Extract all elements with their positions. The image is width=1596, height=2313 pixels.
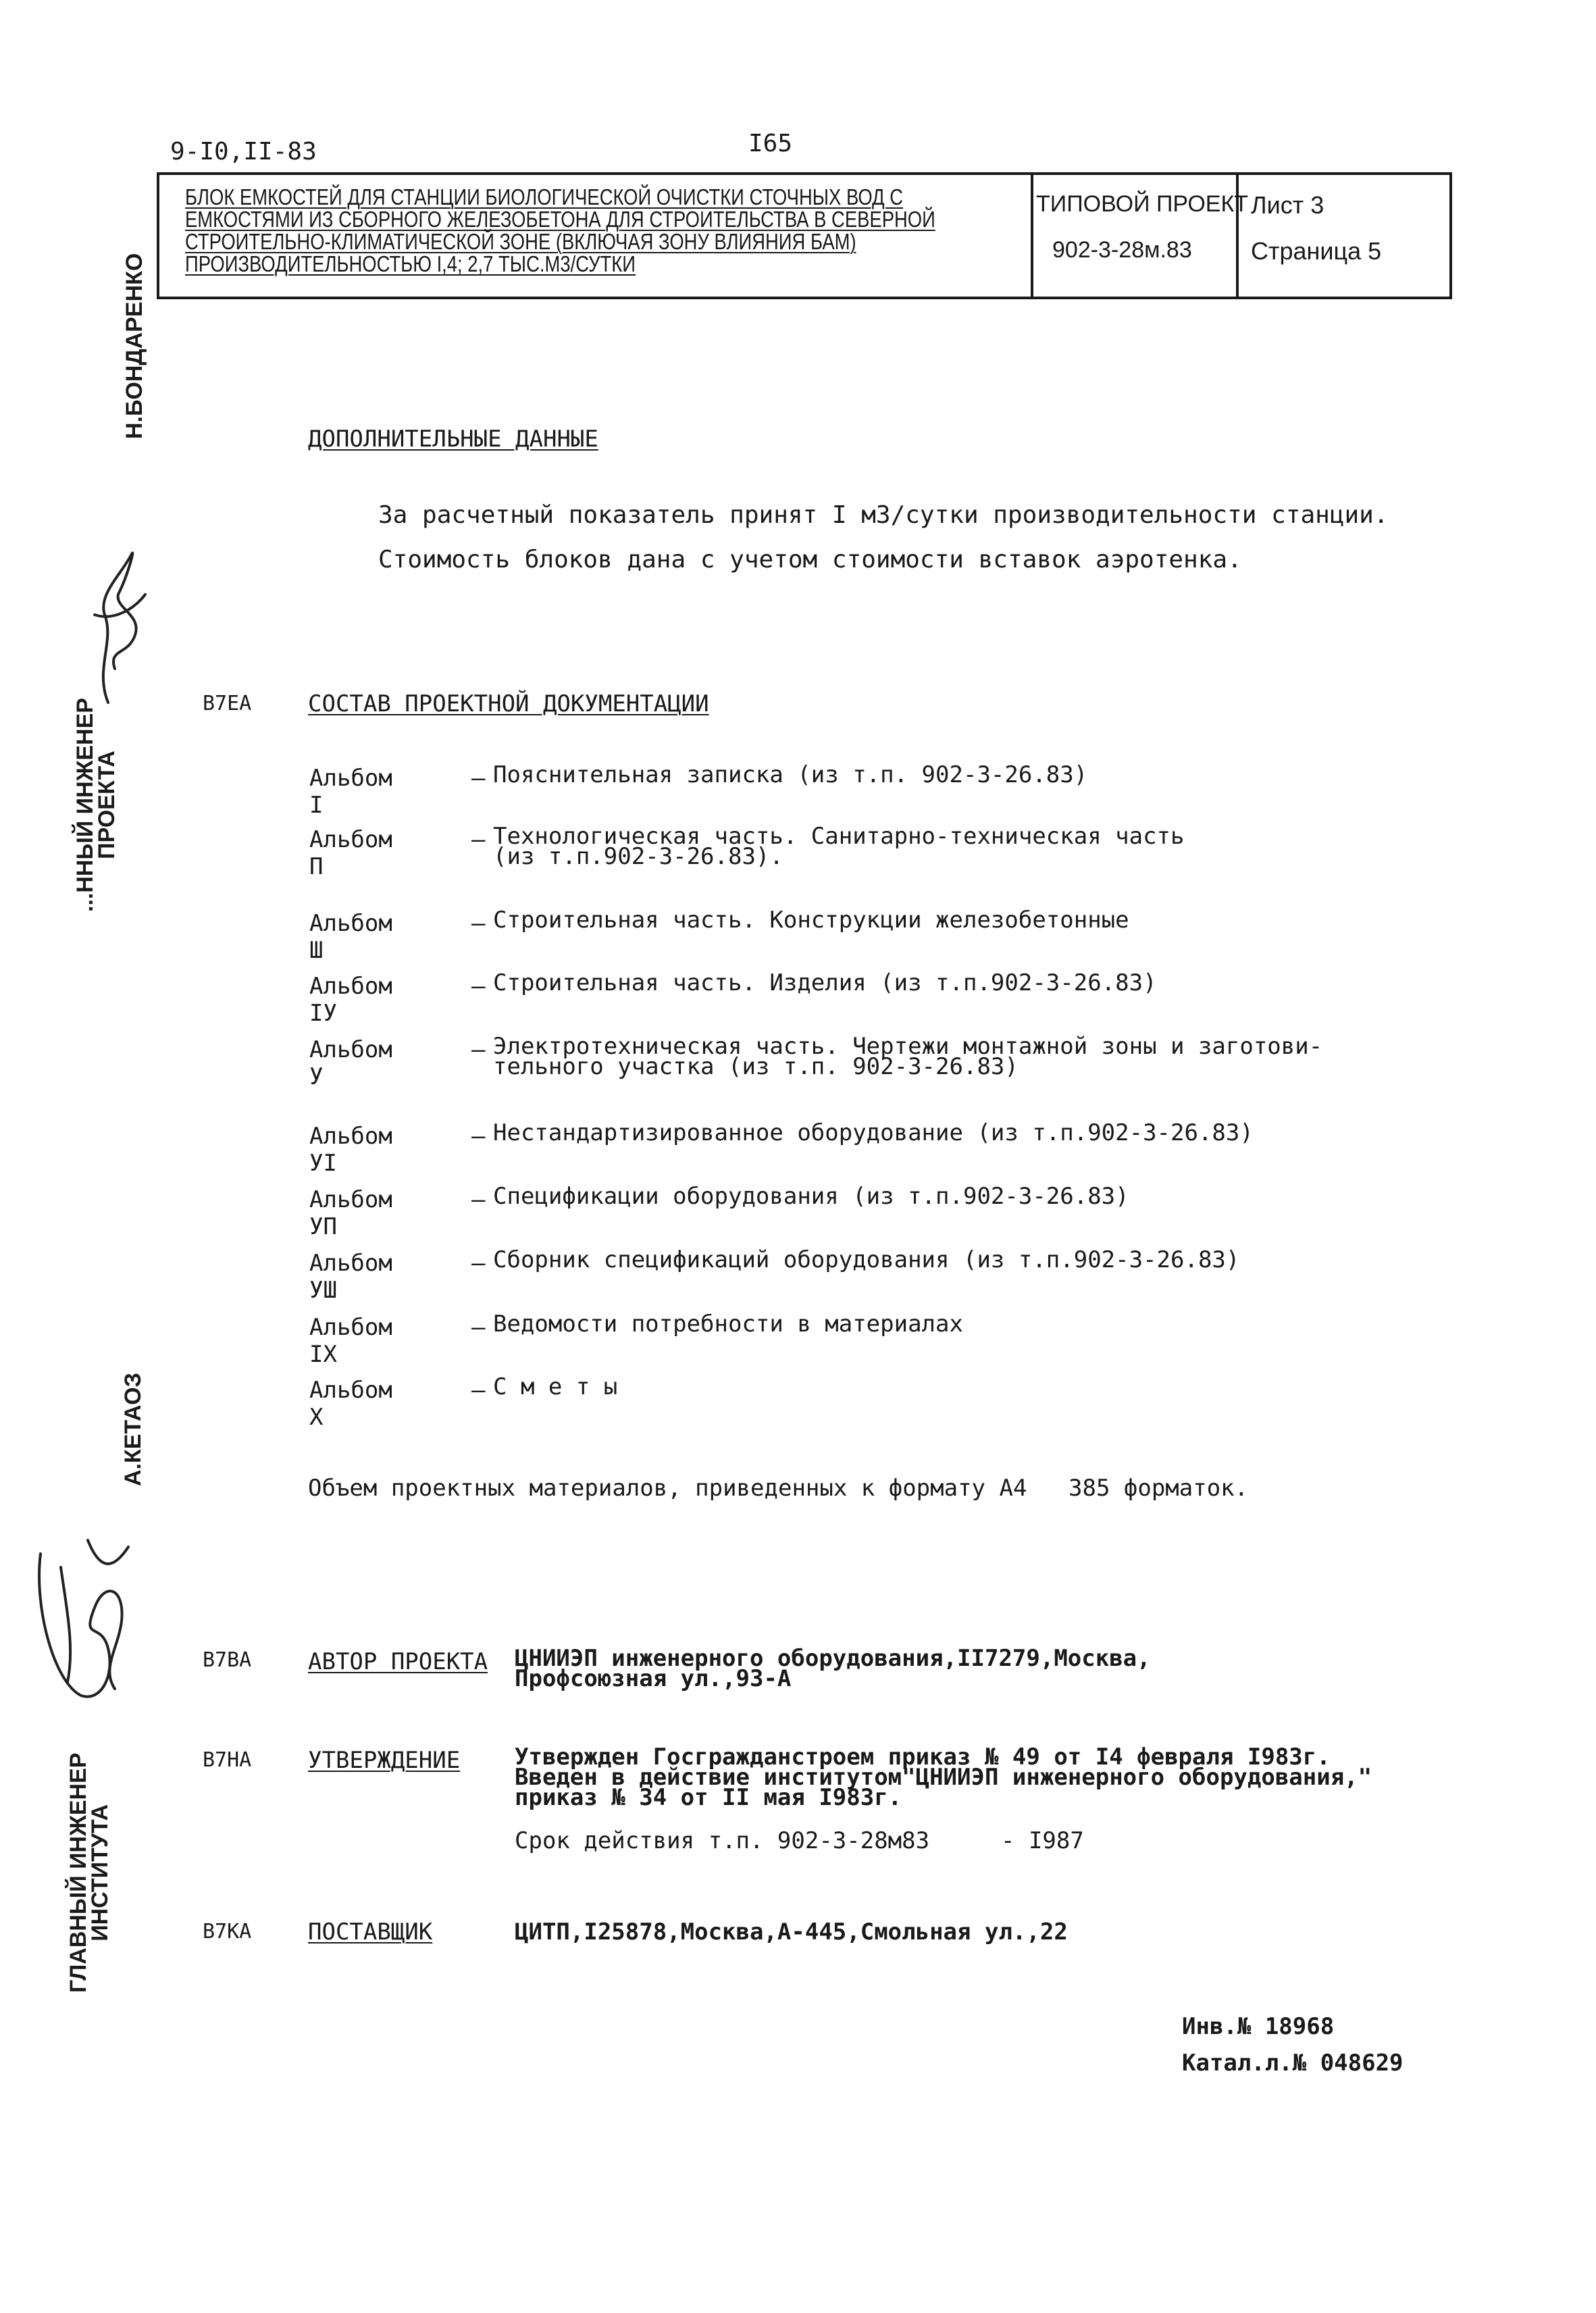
additional-line-2: Стоимость блоков дана с учетом стоимости вставок аэротенка. xyxy=(378,546,1242,574)
validity-label: Срок действия т.п. 902-3-28м83 xyxy=(515,1827,930,1854)
composition-heading: СОСТАВ ПРОЕКТНОЙ ДОКУМЕНТАЦИИ xyxy=(308,690,709,717)
album-dash: – xyxy=(471,1186,486,1213)
title-line: СТРОИТЕЛЬНО-КЛИМАТИЧЕСКОЙ ЗОНЕ (ВКЛЮЧАЯ ЗОНУ ВЛИЯНИЯ БАМ) xyxy=(185,229,856,254)
validity-value: - I987 xyxy=(1001,1827,1084,1854)
album-dash: – xyxy=(471,1036,486,1063)
album-description xyxy=(493,761,1088,788)
volume-text: Объем проектных материалов, приведенных к формату А4 xyxy=(308,1475,1027,1502)
author-text xyxy=(515,1645,1151,1692)
margin-role-middle xyxy=(74,698,118,912)
title-block-text xyxy=(185,186,1185,275)
album-description-line: Строительная часть. Конструкции железобетонные xyxy=(493,907,1129,934)
margin-name-middle: А.КЕТАОЗ xyxy=(120,1373,146,1486)
album-description xyxy=(493,969,1157,996)
album-description-line: Строительная часть. Изделия (из т.п.902-3-26.83) xyxy=(493,969,1157,996)
album-description xyxy=(493,1033,1323,1080)
album-description xyxy=(493,823,1185,870)
album-dash: – xyxy=(471,1314,486,1341)
album-label: Альбом Ш xyxy=(309,910,392,964)
album-description xyxy=(493,1183,1129,1210)
album-description xyxy=(493,1119,1254,1146)
album-dash: – xyxy=(471,973,486,1000)
album-description-line: Спецификации оборудования (из т.п.902-3-26.83) xyxy=(493,1183,1129,1210)
additional-line-1: За расчетный показатель принят I м3/сутки производительности станции. xyxy=(378,501,1389,529)
album-label: Альбом Х xyxy=(309,1377,392,1431)
author-code: В7ВА xyxy=(203,1648,252,1672)
album-description-line: Ведомости потребности в материалах xyxy=(493,1311,963,1338)
album-label: Альбом IУ xyxy=(309,973,392,1027)
volume-value: 385 форматок. xyxy=(1069,1475,1249,1502)
supplier-label: ПОСТАВЩИК xyxy=(308,1918,433,1946)
section-code: В7ЕА xyxy=(203,692,252,715)
album-description xyxy=(493,907,1129,934)
author-line: Профсоюзная ул.,93-А xyxy=(515,1665,792,1692)
album-description-line: Электротехническая часть. Чертежи монтажной зоны и заготови- xyxy=(493,1033,1323,1060)
project-number: 902-3-28м.83 xyxy=(1052,237,1192,263)
album-dash: – xyxy=(471,1250,486,1277)
title-line: ЕМКОСТЯМИ ИЗ СБОРНОГО ЖЕЛЕЗОБЕТОНА ДЛЯ СТРОИТЕЛЬСТВА В СЕВЕРНОЙ xyxy=(185,207,935,232)
album-dash: – xyxy=(471,1123,486,1150)
approval-line: Утвержден Госгражданстроем приказ № 49 от I4 февраля I983г. xyxy=(515,1744,1331,1771)
page-number: I65 xyxy=(748,130,793,157)
title-block-divider xyxy=(1031,175,1033,297)
approval-code: В7НА xyxy=(203,1748,252,1772)
margin-role-line: ИНСТИТУТА xyxy=(87,1804,113,1941)
title-block xyxy=(157,172,1452,299)
album-description-line: Пояснительная записка (из т.п. 902-3-26.83) xyxy=(493,761,1088,788)
series-code: 9-I0,II-83 xyxy=(170,138,317,166)
album-label: Альбом IX xyxy=(309,1314,392,1368)
supplier-code: В7КА xyxy=(203,1920,252,1943)
album-label: Альбом УП xyxy=(309,1186,392,1240)
supplier-text: ЦИТП,I25878,Москва,А-445,Смольная ул.,22 xyxy=(515,1918,1068,1946)
catalog-number: Катал.л.№ 048629 xyxy=(1182,2050,1404,2077)
album-description xyxy=(493,1311,963,1338)
approval-line: Введен в действие институтом"ЦНИИЭП инженерного оборудования," xyxy=(515,1764,1372,1791)
album-description-line: (из т.п.902-3-26.83). xyxy=(493,843,783,870)
album-description xyxy=(493,1373,618,1400)
album-label: Альбом УШ xyxy=(309,1250,392,1304)
album-description-line: Технологическая часть. Санитарно-техническая часть xyxy=(493,823,1185,850)
signature-top xyxy=(68,534,155,712)
album-label: Альбом У xyxy=(309,1036,392,1090)
title-line: БЛОК ЕМКОСТЕЙ ДЛЯ СТАНЦИИ БИОЛОГИЧЕСКОЙ ОЧИСТКИ СТОЧНЫХ ВОД С xyxy=(185,184,904,209)
album-dash: – xyxy=(471,910,486,937)
additional-heading: ДОПОЛНИТЕЛЬНЫЕ ДАННЫЕ xyxy=(308,426,598,453)
album-label: Альбом I xyxy=(309,765,392,819)
signature-bottom xyxy=(20,1527,142,1719)
album-dash: – xyxy=(471,765,486,792)
author-line: ЦНИИЭП инженерного оборудования,II7279,Москва, xyxy=(515,1645,1151,1672)
album-description-line: Нестандартизированное оборудование (из т.п.902-3-26.83) xyxy=(493,1119,1254,1146)
title-line: ПРОИЗВОДИТЕЛЬНОСТЬЮ I,4; 2,7 ТЫС.М3/СУТКИ xyxy=(185,251,636,276)
album-label: Альбом УI xyxy=(309,1123,392,1177)
author-label: АВТОР ПРОЕКТА xyxy=(308,1648,488,1675)
album-label: Альбом П xyxy=(309,826,392,880)
margin-name-top: Н.БОНДАРЕНКО xyxy=(122,253,147,439)
page-label: Страница 5 xyxy=(1251,237,1382,265)
project-type-label: ТИПОВОЙ ПРОЕКТ xyxy=(1036,191,1249,217)
margin-role-line: ГЛАВНЫЙ ИНЖЕНЕР xyxy=(66,1752,91,1993)
album-description-line: тельного участка (из т.п. 902-3-26.83) xyxy=(493,1053,1019,1080)
margin-role-line: ...ННЫЙ ИНЖЕНЕР xyxy=(72,698,98,912)
margin-role-bottom xyxy=(68,1753,111,1993)
album-dash: – xyxy=(471,826,486,853)
approval-line: приказ № 34 от II мая I983г. xyxy=(515,1784,902,1811)
album-description xyxy=(493,1246,1240,1273)
margin-role-line: ПРОЕКТА xyxy=(94,751,120,859)
album-description-line: Сборник спецификаций оборудования (из т.п.902-3-26.83) xyxy=(493,1246,1240,1273)
inventory-number: Инв.№ 18968 xyxy=(1182,2013,1335,2040)
album-dash: – xyxy=(471,1377,486,1404)
album-description-line: С м е т ы xyxy=(493,1373,618,1400)
approval-text xyxy=(515,1744,1372,1811)
sheet-number: Лист 3 xyxy=(1251,191,1324,219)
approval-label: УТВЕРЖДЕНИЕ xyxy=(308,1747,461,1774)
